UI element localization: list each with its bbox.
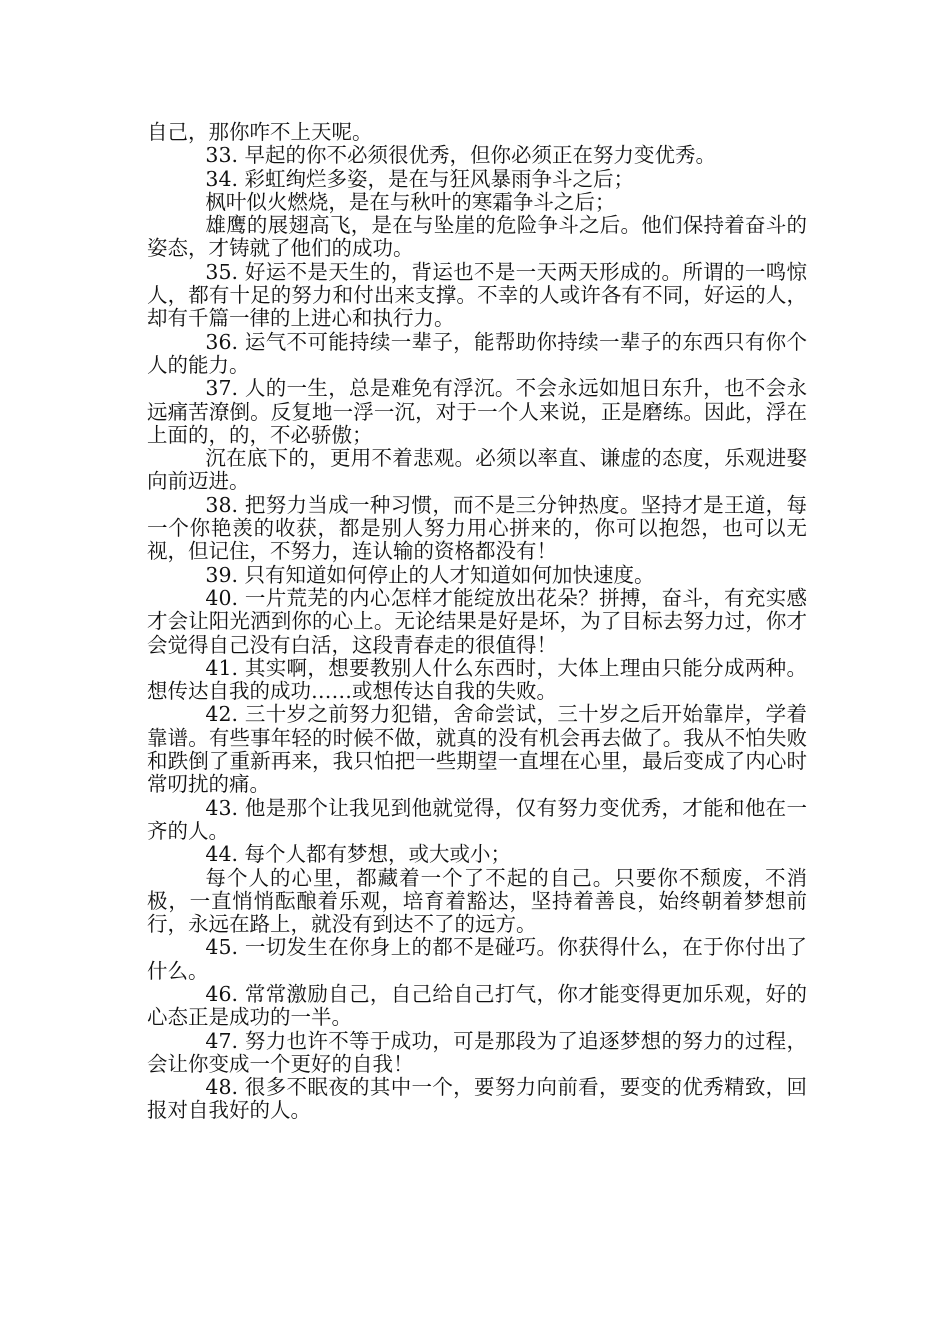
paragraph: 42. 三十岁之前努力犯错，舍命尝试，三十岁之后开始靠岸，学着靠谱。有些事年轻的时候不做，就真的没有机会再去做了。我从不怕失败和跌倒了重新再来，我只怕把一些期望一直埋在心里，最后变成了内心时常叨扰的痛。 (147, 702, 807, 797)
paragraph: 34. 彩虹绚烂多姿，是在与狂风暴雨争斗之后； (205, 166, 635, 191)
paragraph: 36. 运气不可能持续一辈子，能帮助你持续一辈子的东西只有你个人的能力。 (147, 329, 807, 377)
paragraph: 41. 其实啊，想要教别人什么东西时，大体上理由只能分成两种。想传达自我的成功……或想传达自我的失败。 (147, 655, 807, 704)
paragraph: 40. 一片荒芜的内心怎样才能绽放出花朵？拼搏，奋斗，有充实感才会让阳光洒到你的心上。无论结果是好是坏，为了目标去努力过，你才会觉得自己没有白活，这段青春走的很值得！ (147, 585, 807, 657)
paragraph: 39. 只有知道如何停止的人才知道如何加快速度。 (205, 562, 655, 587)
paragraph: 47. 努力也许不等于成功，可是那段为了追逐梦想的努力的过程，会让你变成一个更好的自我！ (147, 1028, 807, 1076)
paragraph: 枫叶似火燃烧，是在与秋叶的寒霜争斗之后； (205, 189, 616, 214)
paragraph: 35. 好运不是天生的，背运也不是一天两天形成的。所谓的一鸣惊人，都有十足的努力和付出来支撑。不幸的人或许各有不同，好运的人，却有千篇一律的上进心和执行力。 (147, 259, 807, 331)
paragraph: 44. 每个人都有梦想，或大或小； (205, 842, 512, 867)
paragraph: 38. 把努力当成一种习惯，而不是三分钟热度。坚持才是王道，每一个你艳羡的收获，都是别人努力用心拼来的，你可以抱怨，也可以无视，但记住，不努力，连认输的资格都没有！ (147, 492, 807, 564)
paragraph: 43. 他是那个让我见到他就觉得，仅有努力变优秀，才能和他在一齐的人。 (147, 795, 807, 843)
paragraph: 45. 一切发生在你身上的都不是碰巧。你获得什么，在于你付出了什么。 (147, 935, 807, 983)
paragraph: 自己，那你咋不上天呢。 (147, 120, 373, 144)
paragraph: 沉在底下的，更用不着悲观。必须以率直、谦虚的态度，乐观进娶向前迈进。 (147, 446, 807, 494)
paragraph: 33. 早起的你不必须很优秀，但你必须正在努力变优秀。 (205, 143, 717, 168)
paragraph: 37. 人的一生，总是难免有浮沉。不会永远如旭日东升，也不会永远痛苦潦倒。反复地一浮一沉，对于一个人来说，正是磨练。因此，浮在上面的，的，不必骄傲； (147, 376, 807, 447)
paragraph: 雄鹰的展翅高飞，是在与坠崖的危险争斗之后。他们保持着奋斗的姿态，才铸就了他们的成功。 (147, 213, 807, 261)
document-body (147, 121, 807, 1123)
paragraph: 每个人的心里，都藏着一个了不起的自己。只要你不颓废，不消极，一直悄悄酝酿着乐观，培育着豁达，坚持着善良，始终朝着梦想前行，永远在路上，就没有到达不了的远方。 (147, 865, 807, 937)
paragraph: 46. 常常激励自己，自己给自己打气，你才能变得更加乐观，好的心态正是成功的一半。 (147, 981, 807, 1030)
paragraph: 48. 很多不眠夜的其中一个，要努力向前看，要变的优秀精致，回报对自我好的人。 (147, 1075, 807, 1123)
